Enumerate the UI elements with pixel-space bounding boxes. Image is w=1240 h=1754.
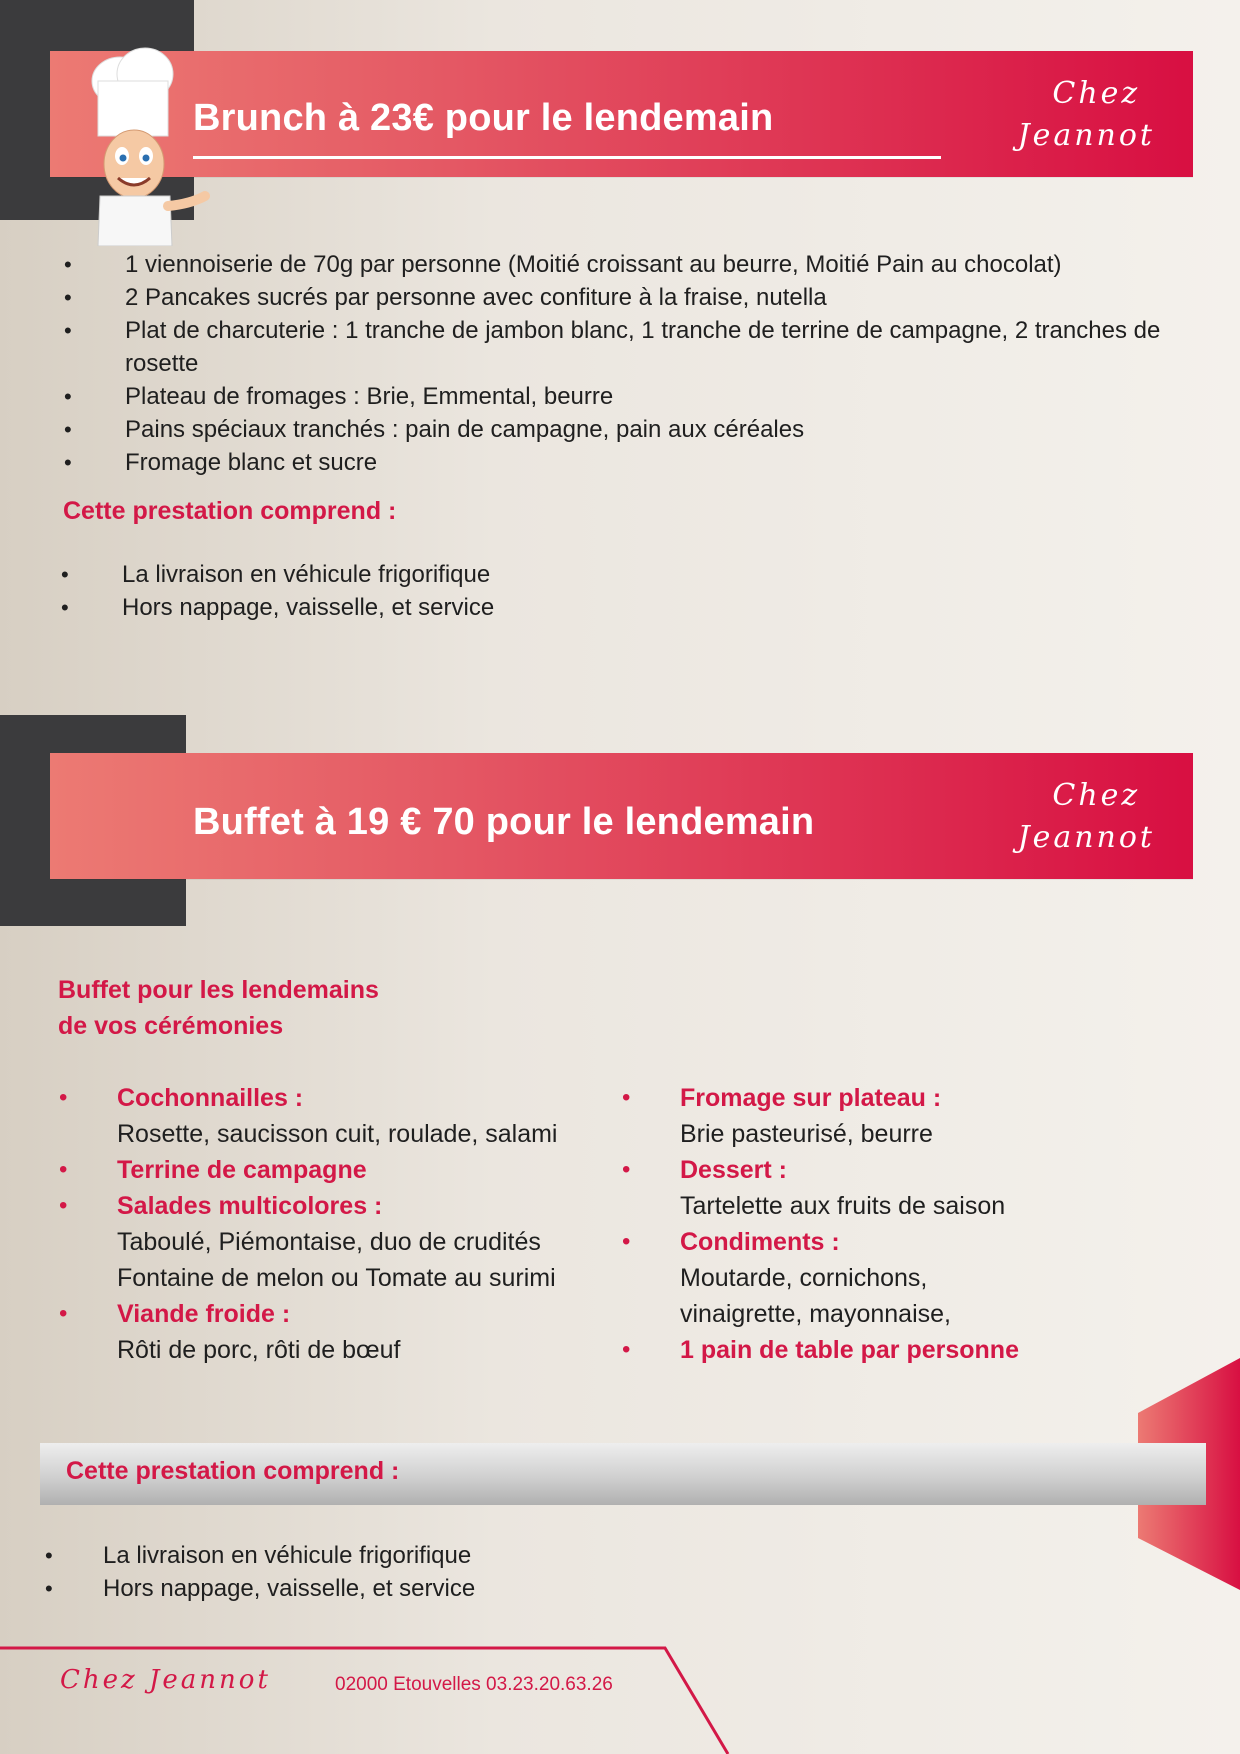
section2-comprend-items xyxy=(103,1539,475,1605)
section1-comprend-heading: Cette prestation comprend : xyxy=(63,497,397,525)
list-item: • Condiments : Moutarde, cornichons, vinaigrette, mayonnaise, xyxy=(680,1224,1019,1332)
list-item: • Pains spéciaux tranchés : pain de campagne, pain aux céréales xyxy=(125,413,1185,446)
section1-banner xyxy=(50,51,1193,177)
footer-address: 02000 Etouvelles 03.23.20.63.26 xyxy=(335,1674,613,1695)
section1-logo: Chez Jeannot xyxy=(1017,76,1155,153)
section1-title: Brunch à 23€ pour le lendemain xyxy=(193,97,774,139)
list-item: • Fromage blanc et sucre xyxy=(125,446,1185,479)
list-item: • Dessert : Tartelette aux fruits de saison xyxy=(680,1152,1019,1224)
list-item: • 1 pain de table par personne xyxy=(680,1332,1019,1368)
section2-comprend-heading: Cette prestation comprend : xyxy=(66,1457,400,1485)
section2-logo: Chez Jeannot xyxy=(1017,778,1155,855)
list-item: • Hors nappage, vaisselle, et service xyxy=(122,591,494,624)
section1-title-underline xyxy=(193,156,941,159)
list-item: • 1 viennoiserie de 70g par personne (Moitié croissant au beurre, Moitié Pain au chocolat) xyxy=(125,248,1185,281)
section2-left-column xyxy=(117,1080,558,1368)
section2-banner xyxy=(50,753,1193,879)
section2-comprend-bar xyxy=(40,1443,1206,1505)
list-item: • Cochonnailles : Rosette, saucisson cuit, roulade, salami xyxy=(117,1080,558,1152)
section2-title: Buffet à 19 € 70 pour le lendemain xyxy=(193,801,815,843)
section1-comprend-items xyxy=(122,558,494,624)
section1-items xyxy=(125,248,1185,479)
list-item: • Terrine de campagne xyxy=(117,1152,558,1188)
list-item: • Hors nappage, vaisselle, et service xyxy=(103,1572,475,1605)
section2-intro: Buffet pour les lendemains de vos cérémonies xyxy=(58,976,379,1040)
list-item: • La livraison en véhicule frigorifique xyxy=(122,558,494,591)
list-item: • La livraison en véhicule frigorifique xyxy=(103,1539,475,1572)
footer-line xyxy=(0,1640,1240,1754)
list-item: • Plat de charcuterie : 1 tranche de jambon blanc, 1 tranche de terrine de campagne, 2 tranches de rosette xyxy=(125,314,1185,380)
list-item: • Plateau de fromages : Brie, Emmental, beurre xyxy=(125,380,1185,413)
footer-logo: Chez Jeannot xyxy=(60,1665,271,1695)
list-item: • Fromage sur plateau : Brie pasteurisé, beurre xyxy=(680,1080,1019,1152)
list-item: • Salades multicolores : Taboulé, Piémontaise, duo de crudités Fontaine de melon ou Tomate au surimi xyxy=(117,1188,558,1296)
chef-mascot-icon xyxy=(70,36,210,246)
section2-right-column xyxy=(680,1080,1019,1368)
list-item: • 2 Pancakes sucrés par personne avec confiture à la fraise, nutella xyxy=(125,281,1185,314)
list-item: • Viande froide : Rôti de porc, rôti de bœuf xyxy=(117,1296,558,1368)
